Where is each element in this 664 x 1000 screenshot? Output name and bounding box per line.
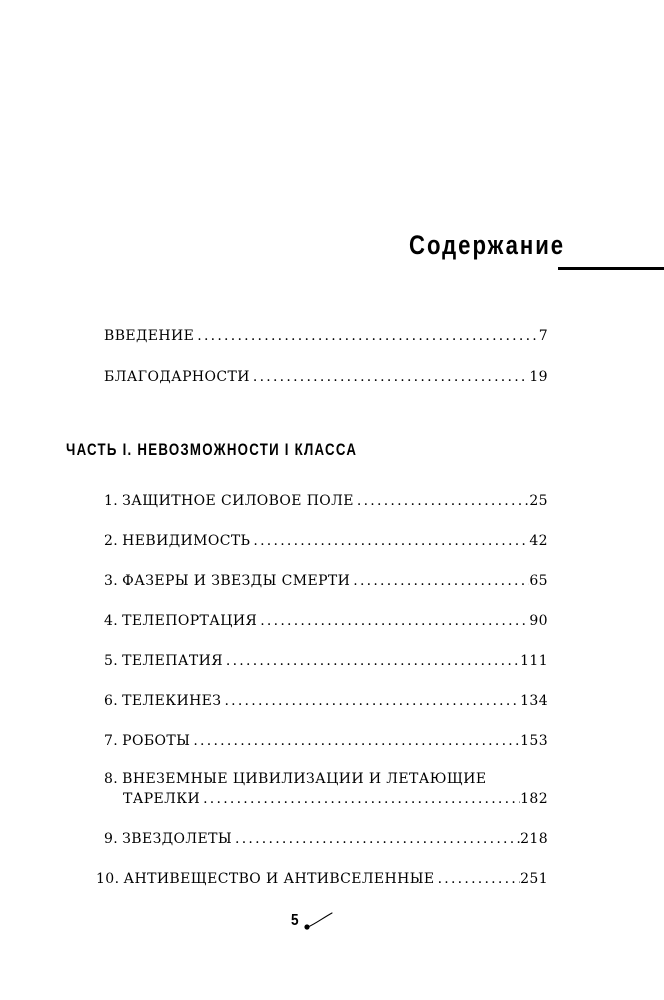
- toc-entry-page: 19: [529, 369, 548, 385]
- toc-entry-label: ЗАЩИТНОЕ СИЛОВОЕ ПОЛЕ: [122, 493, 354, 509]
- toc-entry-acknowledgements[interactable]: [104, 369, 548, 385]
- toc-entry-chapter-4[interactable]: [104, 613, 548, 629]
- toc-entry-label: НЕВИДИМОСТЬ: [122, 533, 251, 549]
- toc-entry-chapter-1[interactable]: [104, 493, 548, 509]
- contents-title: Содержание: [409, 230, 566, 260]
- toc-entry-chapter-10[interactable]: [96, 871, 548, 887]
- toc-entry-label: БЛАГОДАРНОСТИ: [104, 369, 250, 385]
- title-rule: [558, 267, 664, 270]
- toc-entry-page: 25: [529, 493, 548, 509]
- leader-dots: [257, 613, 529, 629]
- leader-dots: [221, 693, 520, 709]
- leader-dots: [354, 493, 529, 509]
- leader-dots: [350, 573, 529, 589]
- toc-entry-chapter-6[interactable]: [104, 693, 548, 709]
- toc-entry-label: ВВЕДЕНИЕ: [104, 328, 195, 344]
- leader-dots: [435, 871, 521, 887]
- toc-entry-label: АНТИВЕЩЕСТВО И АНТИВСЕЛЕННЫЕ: [123, 871, 435, 887]
- chapter-number: 2.: [104, 533, 119, 549]
- chapter-number: 9.: [104, 831, 119, 847]
- folio-swash-ornament: [303, 910, 337, 934]
- leader-dots: [190, 733, 520, 749]
- toc-entry-chapter-9[interactable]: [104, 831, 548, 847]
- page-number: 5: [291, 912, 299, 929]
- leader-dots: [250, 369, 530, 385]
- chapter-number: 7.: [104, 733, 119, 749]
- toc-entry-page: 90: [529, 613, 548, 629]
- toc-entry-page: 111: [520, 653, 548, 669]
- toc-entry-label: ФАЗЕРЫ И ЗВЕЗДЫ СМЕРТИ: [122, 573, 351, 589]
- leader-dots: [200, 791, 520, 807]
- chapter-number: 5.: [104, 653, 119, 669]
- part-heading: ЧАСТЬ I. НЕВОЗМОЖНОСТИ I КЛАССА: [66, 440, 358, 459]
- toc-entry-first-line: [104, 771, 486, 787]
- chapter-number: 1.: [104, 493, 119, 509]
- toc-entry-page: 251: [520, 871, 548, 887]
- toc-entry-chapter-7[interactable]: [104, 733, 548, 749]
- toc-entry-label-line1: ВНЕЗЕМНЫЕ ЦИВИЛИЗАЦИИ И ЛЕТАЮЩИЕ: [122, 771, 487, 787]
- toc-entry-page: 134: [520, 693, 548, 709]
- toc-entry-page: 182: [520, 791, 548, 807]
- chapter-number: 4.: [104, 613, 119, 629]
- toc-entry-page: 65: [529, 573, 548, 589]
- toc-entry-label-line2: ТАРЕЛКИ: [123, 791, 201, 807]
- toc-entry-second-line: [123, 791, 548, 807]
- leader-dots: [250, 533, 529, 549]
- toc-entry-chapter-2[interactable]: [104, 533, 548, 549]
- toc-entry-label: ТЕЛЕПАТИЯ: [122, 653, 223, 669]
- toc-entry-label: ТЕЛЕПОРТАЦИЯ: [122, 613, 258, 629]
- toc-entry-page: 153: [520, 733, 548, 749]
- toc-entry-label: ЗВЕЗДОЛЕТЫ: [122, 831, 232, 847]
- toc-entry-label: ТЕЛЕКИНЕЗ: [122, 693, 222, 709]
- chapter-number: 8.: [104, 771, 119, 787]
- toc-entry-page: 7: [538, 328, 548, 344]
- leader-dots: [232, 831, 520, 847]
- toc-entry-page: 42: [529, 533, 548, 549]
- toc-entry-chapter-3[interactable]: [104, 573, 548, 589]
- toc-entry-label: РОБОТЫ: [122, 733, 191, 749]
- toc-entry-chapter-5[interactable]: [104, 653, 548, 669]
- toc-entry-page: 218: [520, 831, 548, 847]
- chapter-number: 6.: [104, 693, 119, 709]
- leader-dots: [223, 653, 520, 669]
- chapter-number: 10.: [96, 871, 120, 887]
- toc-entry-introduction[interactable]: [104, 328, 548, 344]
- chapter-number: 3.: [104, 573, 119, 589]
- leader-dots: [194, 328, 538, 344]
